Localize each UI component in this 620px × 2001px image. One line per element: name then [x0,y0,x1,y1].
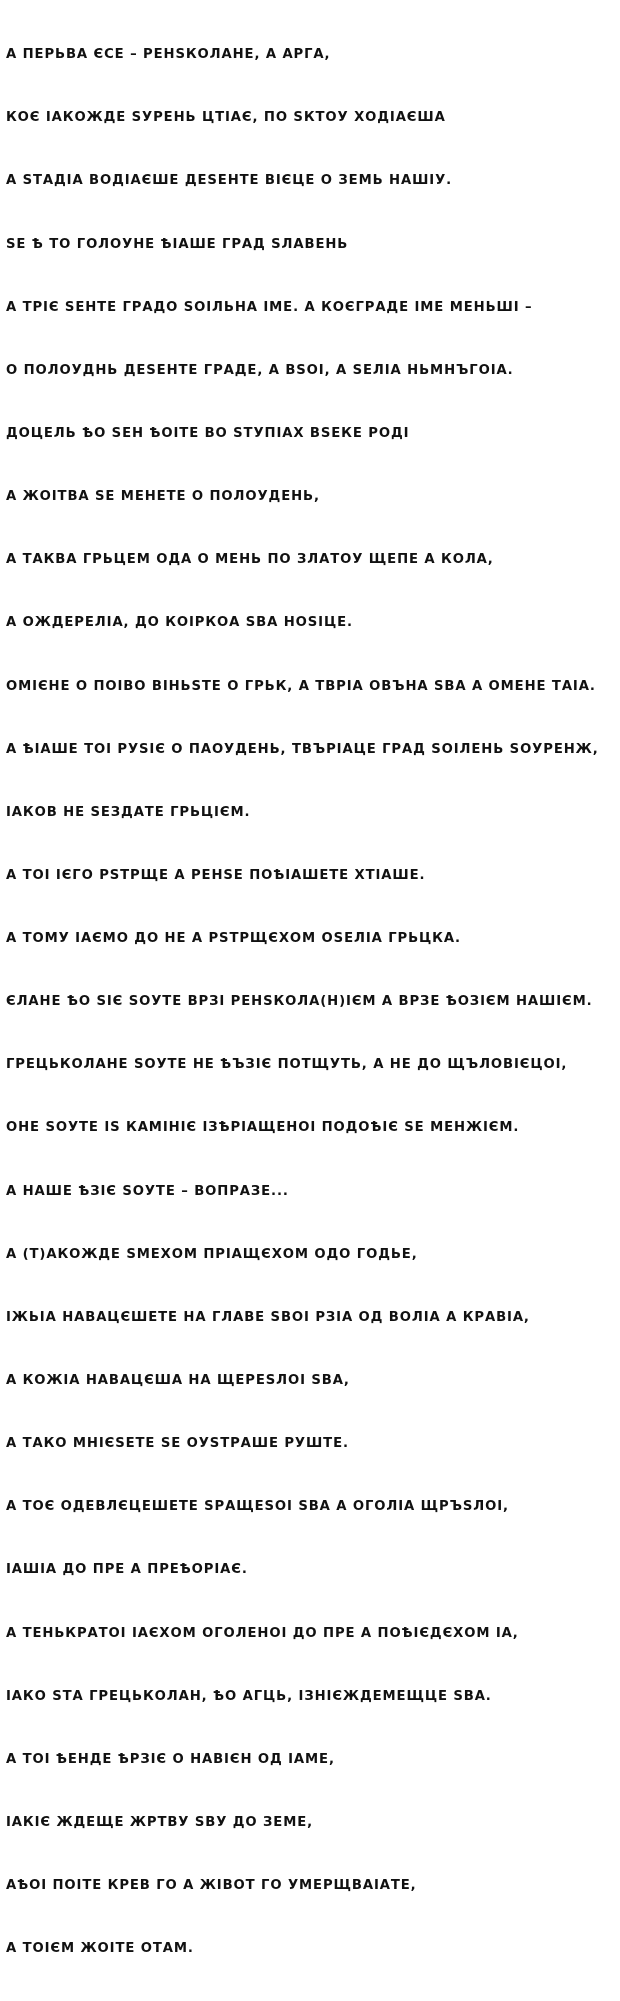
text-line: ДОЦЕЛЬ ѢО ЅЕН ѢОІТЕ ВО ЅТУПІАХ ВЅЕКЕ РОДІ [6,425,410,441]
text-line: А ТОІЄМ ЖОІТЕ ОТАМ. [6,1941,194,1957]
text-line: ГРЕЦЬКОЛАНЕ ЅОУТЕ НЕ ѢЪЗІЄ ПОТЩУТЬ, А НЕ ДО ЩЪЛОВІЄЦОІ, [6,1057,568,1073]
text-line: А (Т)АКОЖДЕ ЅМЕХОМ ПРІАЩЄХОМ ОДО ГОДЬЕ, [6,1246,418,1262]
text-line: А ПЕРЬВА ЄСЕ – РЕНЅКОЛАНЕ, А АРГА, [6,47,331,63]
text-line: АѢОІ ПОІТЕ КРЕВ ГО А ЖІВОТ ГО УМЕРЩВАІАТЕ, [6,1878,417,1894]
text-line: А ТАКО МНІЄЅЕТЕ ЅЕ ОУЅТРАШЕ РУШТЕ. [6,1436,349,1452]
text-line: ОНЕ ЅОУТЕ ІЅ КАМІНІЄ ІЗѢРІАЩЕНОІ ПОДОѢІЄ ЅЕ МЕНЖІЄМ. [6,1120,520,1136]
text-line: ЅЕ Ѣ ТО ГОЛОУНЕ ѢІАШЕ ГРАД ЅЛАВЕНЬ [6,236,349,252]
text-line: А ЅТАДІА ВОДІАЄШЕ ДЕЅЕНТЕ ВІЄЦЕ О ЗЕМЬ НАШІУ. [6,173,453,189]
text-line: А КОЖІА НАВАЦЄША НА ЩЕРЕЅЛОІ ЅВА, [6,1373,350,1389]
text-line: ІАКОВ НЕ ЅЕЗДАТЕ ГРЬЦІЄМ. [6,804,251,820]
text-line: ОМІЄНЕ О ПОІВО ВІНЬЅТЕ О ГРЬК, А ТВРІА ОВЪНА ЅВА А ОМЕНЕ ТАІА. [6,678,596,694]
text-line: А ТОЄ ОДЕВЛЄЦЕШЕТЕ ЅРАЩЕЅОІ ЅВА А ОГОЛІА ЩРЪЅЛОІ, [6,1499,509,1515]
text-line: ІЖЬІА НАВАЦЄШЕТЕ НА ГЛАВЕ ЅВОІ РЗІА ОД ВОЛІА А КРАВІА, [6,1309,530,1325]
text-line: А ТОІ ІЄГО РЅТРЩЕ А РЕНЅЕ ПОѢІАШЕТЕ ХТІАШЕ. [6,867,426,883]
text-line: ІАКІЄ ЖДЕЩЕ ЖРТВУ ЅВУ ДО ЗЕМЕ, [6,1815,314,1831]
text-line: А ТРІЄ ЅЕНТЕ ГРАДО ЅОІЛЬНА ІМЕ. А КОЄГРАДЕ ІМЕ МЕНЬШІ – [6,299,533,315]
text-line: А ТОІ ѢЕНДЕ ѢРЗІЄ О НАВІЄН ОД ІАМЕ, [6,1751,335,1767]
text-line: ІАКО ЅТА ГРЕЦЬКОЛАН, ѢО АГЦЬ, ІЗНІЄЖДЕМЕЩЦЕ ЅВА. [6,1688,492,1704]
text-line: А НАШЕ ѢЗІЄ ЅОУТЕ – ВОПРАЗЕ... [6,1183,289,1199]
text-line: ІАШІА ДО ПРЕ А ПРЕѢОРІАЄ. [6,1562,248,1578]
text-line: ЄЛАНЕ ѢО ЅІЄ ЅОУТЕ ВРЗІ РЕНЅКОЛА(Н)ІЄМ А ВРЗЕ ѢОЗІЄМ НАШІЄМ. [6,994,593,1010]
text-line: А ЖОІТВА ЅЕ МЕНЕТЕ О ПОЛОУДЕНЬ, [6,489,320,505]
text-line: А ТАКВА ГРЬЦЕМ ОДА О МЕНЬ ПО ЗЛАТОУ ЩЕПЕ А КОЛА, [6,552,494,568]
text-line: А ОЖДЕРЕЛІА, ДО КОІРКОА ЅВА НОЅІЦЕ. [6,615,353,631]
text-line: О ПОЛОУДНЬ ДЕЅЕНТЕ ГРАДЕ, А ВЅОІ, А ЅЕЛІА НЬМНЪГОІА. [6,362,514,378]
text-line: КОЄ ІАКОЖДЕ ЅУРЕНЬ ЦТІАЄ, ПО ЅКТОУ ХОДІАЄША [6,110,446,126]
text-line: А ѢІАШЕ ТОІ РУЅІЄ О ПАОУДЕНЬ, ТВЪРІАЦЕ ГРАД ЅОІЛЕНЬ ЅОУРЕНЖ, [6,741,599,757]
text-line: А ТОМУ ІАЄМО ДО НЕ А РЅТРЩЄХОМ ОЅЕЛІА ГРЬЦКА. [6,931,461,947]
document-text [6,2,614,2001]
text-line: А ТЕНЬКРАТОІ ІАЄХОМ ОГОЛЕНОІ ДО ПРЕ А ПОѢІЄДЄХОМ ІА, [6,1625,519,1641]
